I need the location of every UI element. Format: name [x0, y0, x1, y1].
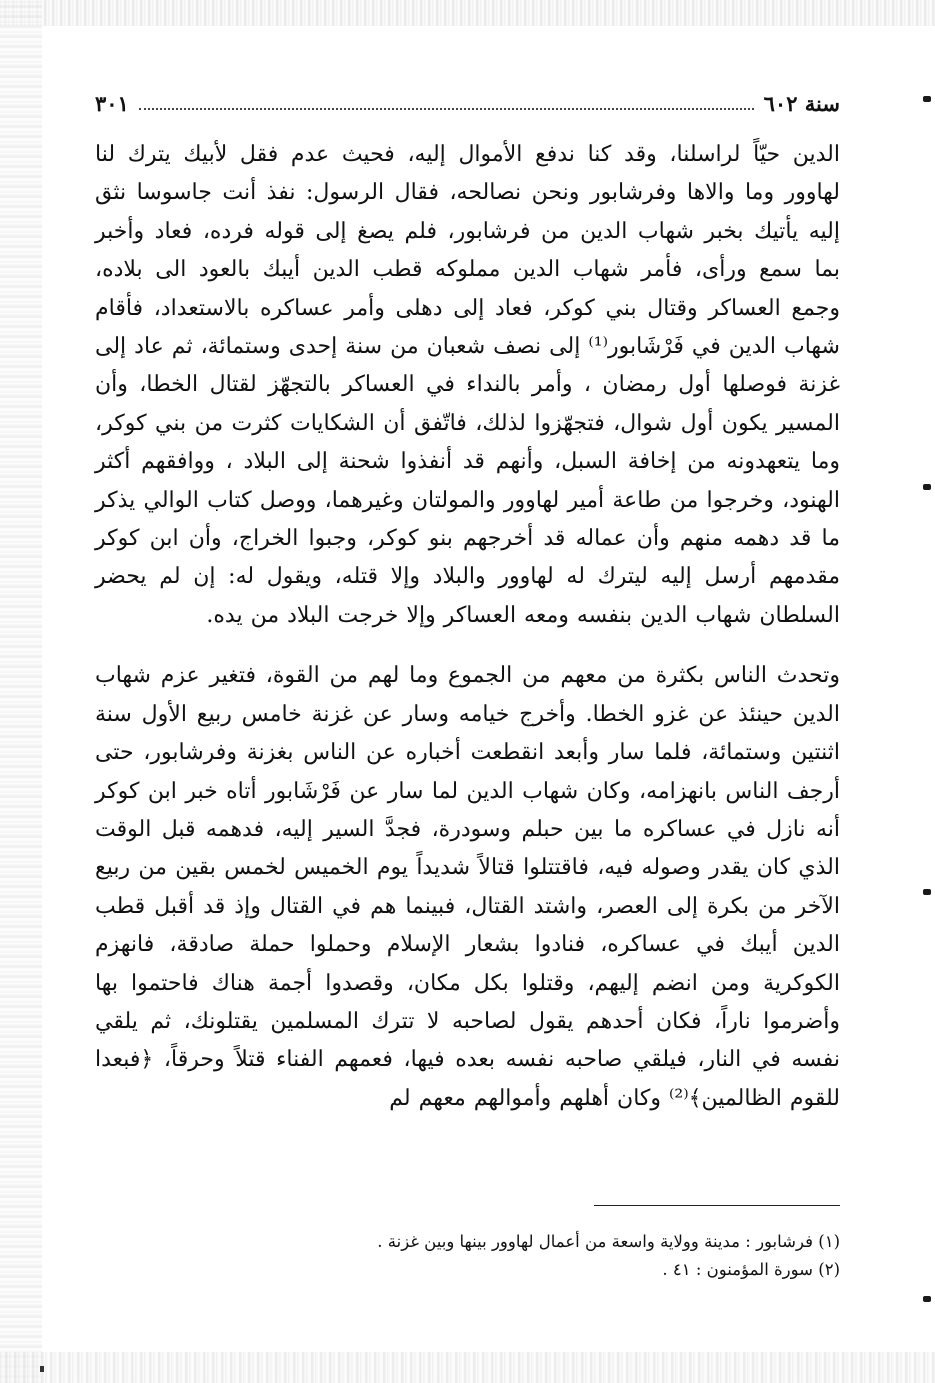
scan-edge-left — [0, 0, 42, 1383]
footnotes — [95, 1228, 840, 1284]
binding-mark — [923, 96, 931, 102]
running-title: سنة ٦٠٢ — [763, 90, 840, 116]
page-header — [95, 88, 840, 118]
scan-speck — [40, 1366, 44, 1372]
binding-mark — [923, 484, 931, 490]
scan-edge-bottom — [0, 1352, 935, 1383]
footnote-2: (٢) سورة المؤمنون : ٤١ . — [662, 1260, 840, 1279]
paragraph-1: الدين حيّاً لراسلنا، وقد كنا ندفع الأموال إليه، فحيث عدم فقل لأبيك يترك لنا لهاوور وما والاها وفرشابور ونحن نصالحه، فقال الرسول: نفذ أنت جاسوسا نثق إليه يأتيك بخبر شهاب الدين من فرشابور، فلم يصغ إلى قوله فرده، فعاد وأخبر بما سمع ورأى، فأمر شهاب الدين مملوكه قطب الدين أيبك بالعود الى بلاده، وجمع العساكر وقتال بني كوكر، فعاد إلى دهلى وأمر عساكره بالاستعداد، فأقام شهاب الدين في فَرْشَابور⁽¹⁾ إلى نصف شعبان من سنة إحدى وستمائة، ثم عاد إلى غزنة فوصلها أول رمضان ، وأمر بالنداء في العساكر بالتجهّز لقتال الخطا، وأن المسير يكون أول شوال، فتجهّزوا لذلك، فاتّفق أن الشكايات كثرت من بني كوكر، وما يتعهدونه من إخافة السبل، وأنهم قد أنفذوا شحنة إلى البلاد ، ووافقهم أكثر الهنود، وخرجوا من طاعة أمير لهاوور والمولتان وغيرهما، ووصل كتاب الوالي يذكر ما قد دهمه منهم وأن عماله قد أخرجهم بنو كوكر، وجبوا الخراج، وأن ابن كوكر مقدمهم أرسل إليه ليترك له لهاوور والبلاد وإلا قتله، ويقول له: إن لم يحضر السلطان شهاب الدين بنفسه ومعه العساكر وإلا خرجت البلاد من يده. — [95, 142, 841, 628]
binding-mark — [923, 889, 931, 895]
page-number: ٣٠١ — [95, 90, 129, 116]
scan-edge-top — [0, 0, 935, 26]
paragraph-2: وتحدث الناس بكثرة من معهم من الجموع وما لهم من القوة، فتغير عزم شهاب الدين حينئذ عن غزو الخطا. وأخرج خيامه وسار عن غزنة خامس ربيع الأول سنة اثنتين وستمائة، فلما سار وأبعد انقطعت أخباره عن الناس بغزنة وفرشابور، حتى أرجف الناس بانهزامه، وكان شهاب الدين لما سار عن فَرْشَابور أتاه خبر ابن كوكر أنه نازل في عساكره ما بين حبلم وسودرة، فجدَّ السير إليه، فدهمه قبل الوقت الذي كان يقدر وصوله فيه، فاقتتلوا قتالاً شديداً يوم الخميس لخمس بقين من ربيع الآخر من بكرة إلى العصر، واشتد القتال، فبينما هم في القتال وإذ قد أقبل قطب الدين أيبك في عساكره، فنادوا بشعار الإسلام وحملوا حملة صادقة، فانهزم الكوكرية ومن انضم إليهم، وقتلوا بكل مكان، وقصدوا أجمة هناك فاحتموا بها وأضرموا ناراً، فكان أحدهم يقول لصاحبه لا تترك المسلمين يقتلونك، ثم يلقي نفسه في النار، فيلقي صاحبه نفسه بعده فيها، فعمهم الفناء قتلاً وحرقاً، ﴿فبعدا للقوم الظالمين﴾⁽²⁾ وكان أهلهم وأموالهم معهم لم — [95, 663, 840, 1111]
header-dot-leader — [139, 108, 754, 110]
footnote-1: (١) فرشابور : مدينة وولاية واسعة من أعمال لهاوور بينها وبين غزنة . — [377, 1232, 840, 1251]
main-text — [95, 136, 840, 1118]
binding-mark — [923, 1296, 931, 1302]
footnote-separator — [594, 1205, 840, 1206]
